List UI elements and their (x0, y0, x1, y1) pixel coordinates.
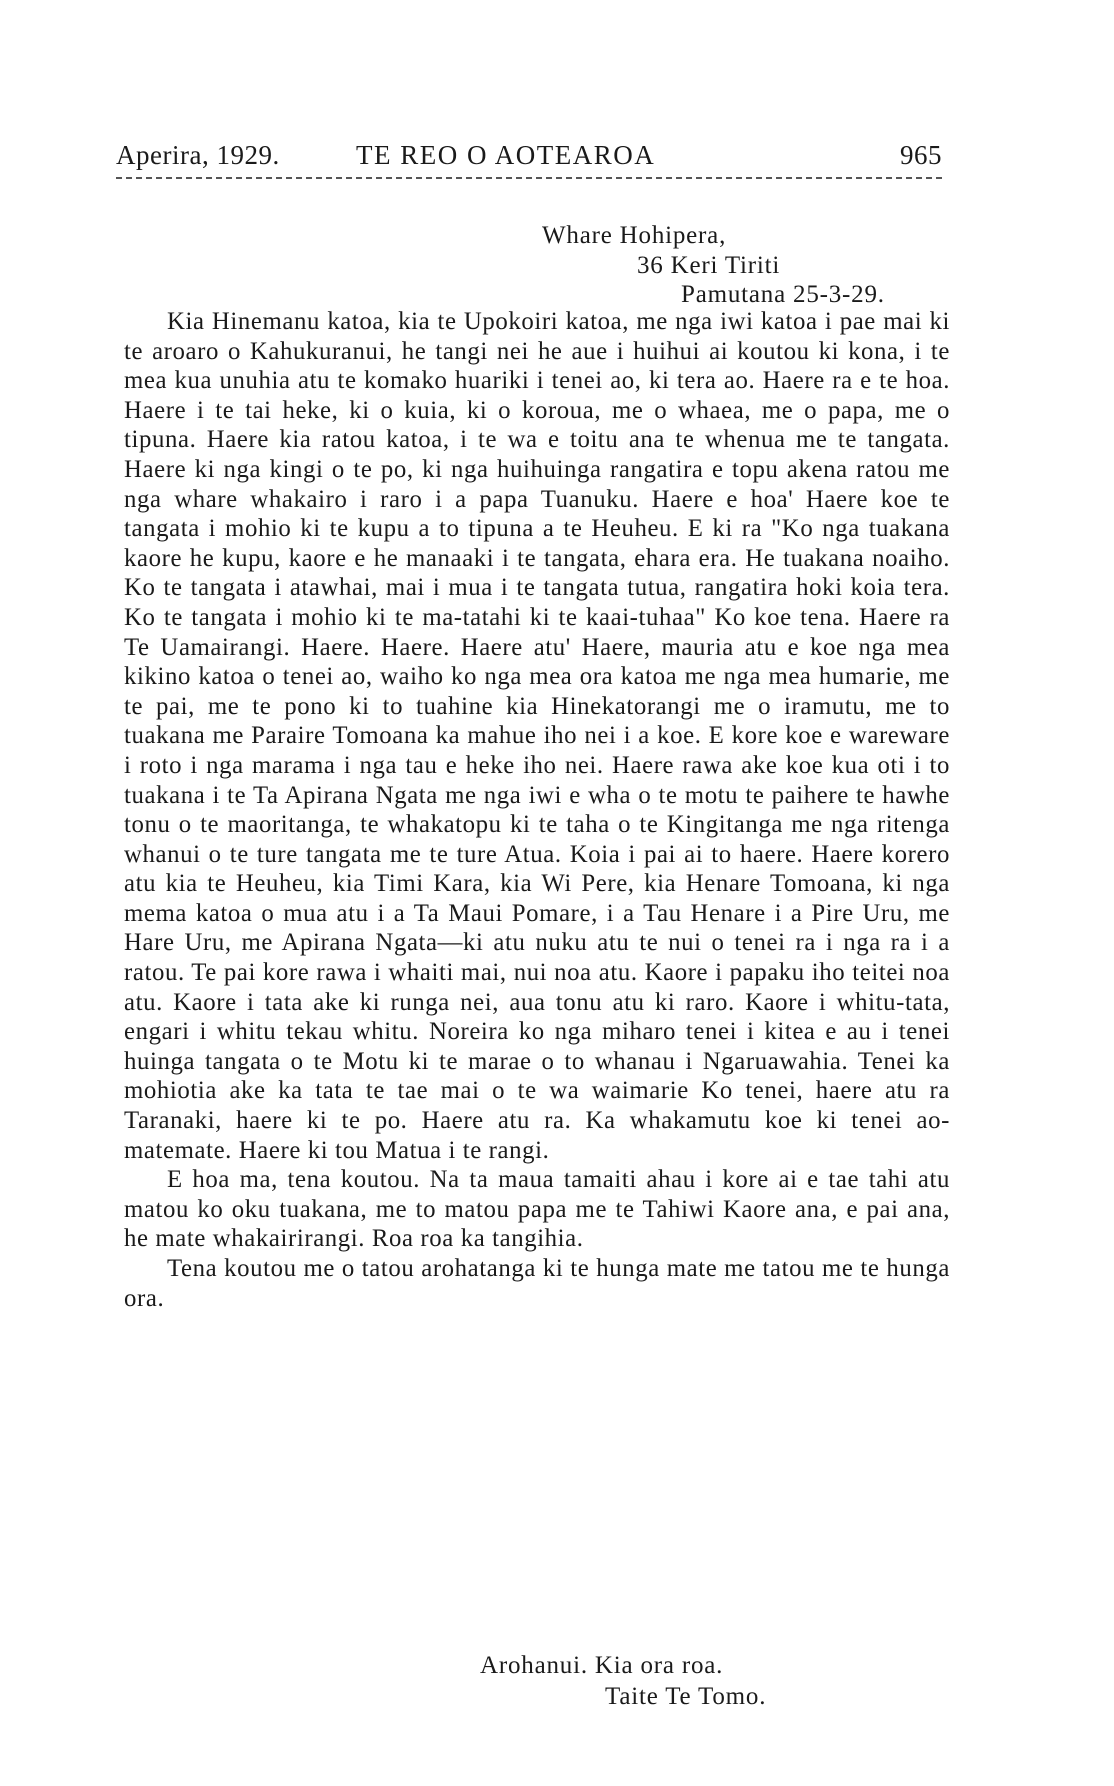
address-date-line: Pamutana 25-3-29. (681, 281, 885, 308)
publication-title: TE REO O AOTEAROA (356, 140, 656, 170)
address-line-2: 36 Keri Tiriti (637, 252, 781, 279)
page-number: 965 (900, 140, 942, 170)
letter-body (124, 307, 950, 1313)
body-paragraph-3: Tena koutou me o tatou arohatanga ki te hunga mate me tatou me te hunga ora. (124, 1255, 950, 1312)
closing-salutation: Arohanui. Kia ora roa. (480, 1652, 724, 1679)
header-date: Aperira, 1929. (116, 140, 280, 170)
body-paragraph-1: Kia Hinemanu katoa, kia te Upokoiri katoa, me nga iwi katoa i pae mai ki te aroaro o Kahukuranui, he tangi nei he aue i huihui ai koutou ki kona, i te mea kua unuhia atu te komako huariki i tenei ao, ki tera ao. Haere ra e te hoa. Haere i te tai heke, ki o kuia, ki o koroua, me o whaea, me o papa, me o tipuna. Haere kia ratou katoa, i te wa e toitu ana te whenua me te tangata. Haere ki nga kingi o te po, ki nga huihuinga rangatira e topu akena ratou me nga whare whakairo i raro i a papa Tuanuku. Haere e hoa' Haere koe te tangata i mohio ki te kupu a to tipuna a te Heuheu. E ki ra "Ko nga tuakana kaore he kupu, kaore e he manaaki i te tangata, ehara era. He tuakana noaiho. Ko te tangata i atawhai, mai i mua i te tangata tutua, rangatira hoki koia tera. Ko te tangata i mohio ki te ma-tatahi ki te kaai-tuhaa" Ko koe tena. Haere ra Te Uamairangi. Haere. Haere. Haere atu' Haere, mauria atu e koe nga mea kikino katoa o tenei ao, waiho ko nga mea ora katoa me nga mea humarie, me te pai, me te pono ki to tuahine kia Hinekatorangi me o iramutu, me to tuakana me Paraire Tomoana ka mahue iho nei i a koe. E kore koe e wareware i roto i nga marama i nga tau e heke iho nei. Haere rawa ake koe kua oti i to tuakana i te Ta Apirana Ngata me nga iwi e wha o te motu te paihere te hawhe tonu o te maoritanga, te whakatopu ki te taha o te Kingitanga me nga ritenga whanui o te ture tangata me te ture Atua. Koia i pai ai to haere. Haere korero atu kia te Heuheu, kia Timi Kara, kia Wi Pere, kia Henare Tomoana, ki nga mema katoa o mua atu i a Ta Maui Pomare, i a Tau Henare i a Pire Uru, me Hare Uru, me Apirana Ngata—ki atu nuku atu te nui o tenei ra i nga ra i a ratou. Te pai kore rawa i whaiti mai, nui noa atu. Kaore i papaku iho teitei noa atu. Kaore i tata ake ki runga nei, aua tonu atu ki raro. Kaore i whitu-tata, engari i whitu tekau whitu. Noreira ko nga miharo tenei i kitea e au i tenei huinga tangata o te Motu ki te marae o to whanau i Ngaruawahia. Tenei ka mohiotia ake ka tata te tae mai o te wa waimarie Ko tenei, haere atu ra Taranaki, haere ki te po. Haere atu ra. Ka whakamutu koe ki tenei ao-matemate. Haere ki tou Matua i te rangi. (124, 308, 950, 1164)
header-rule (116, 177, 942, 179)
running-header (116, 140, 942, 180)
address-line-1: Whare Hohipera, (542, 222, 727, 249)
body-paragraph-2: E hoa ma, tena koutou. Na ta maua tamaiti ahau i kore ai e tae tahi atu matou ko oku tuakana, me to matou papa me te Tahiwi Kaore ana, e pai ana, he mate whakairirangi. Roa roa ka tangihia. (124, 1166, 950, 1253)
signature: Taite Te Tomo. (605, 1683, 767, 1710)
